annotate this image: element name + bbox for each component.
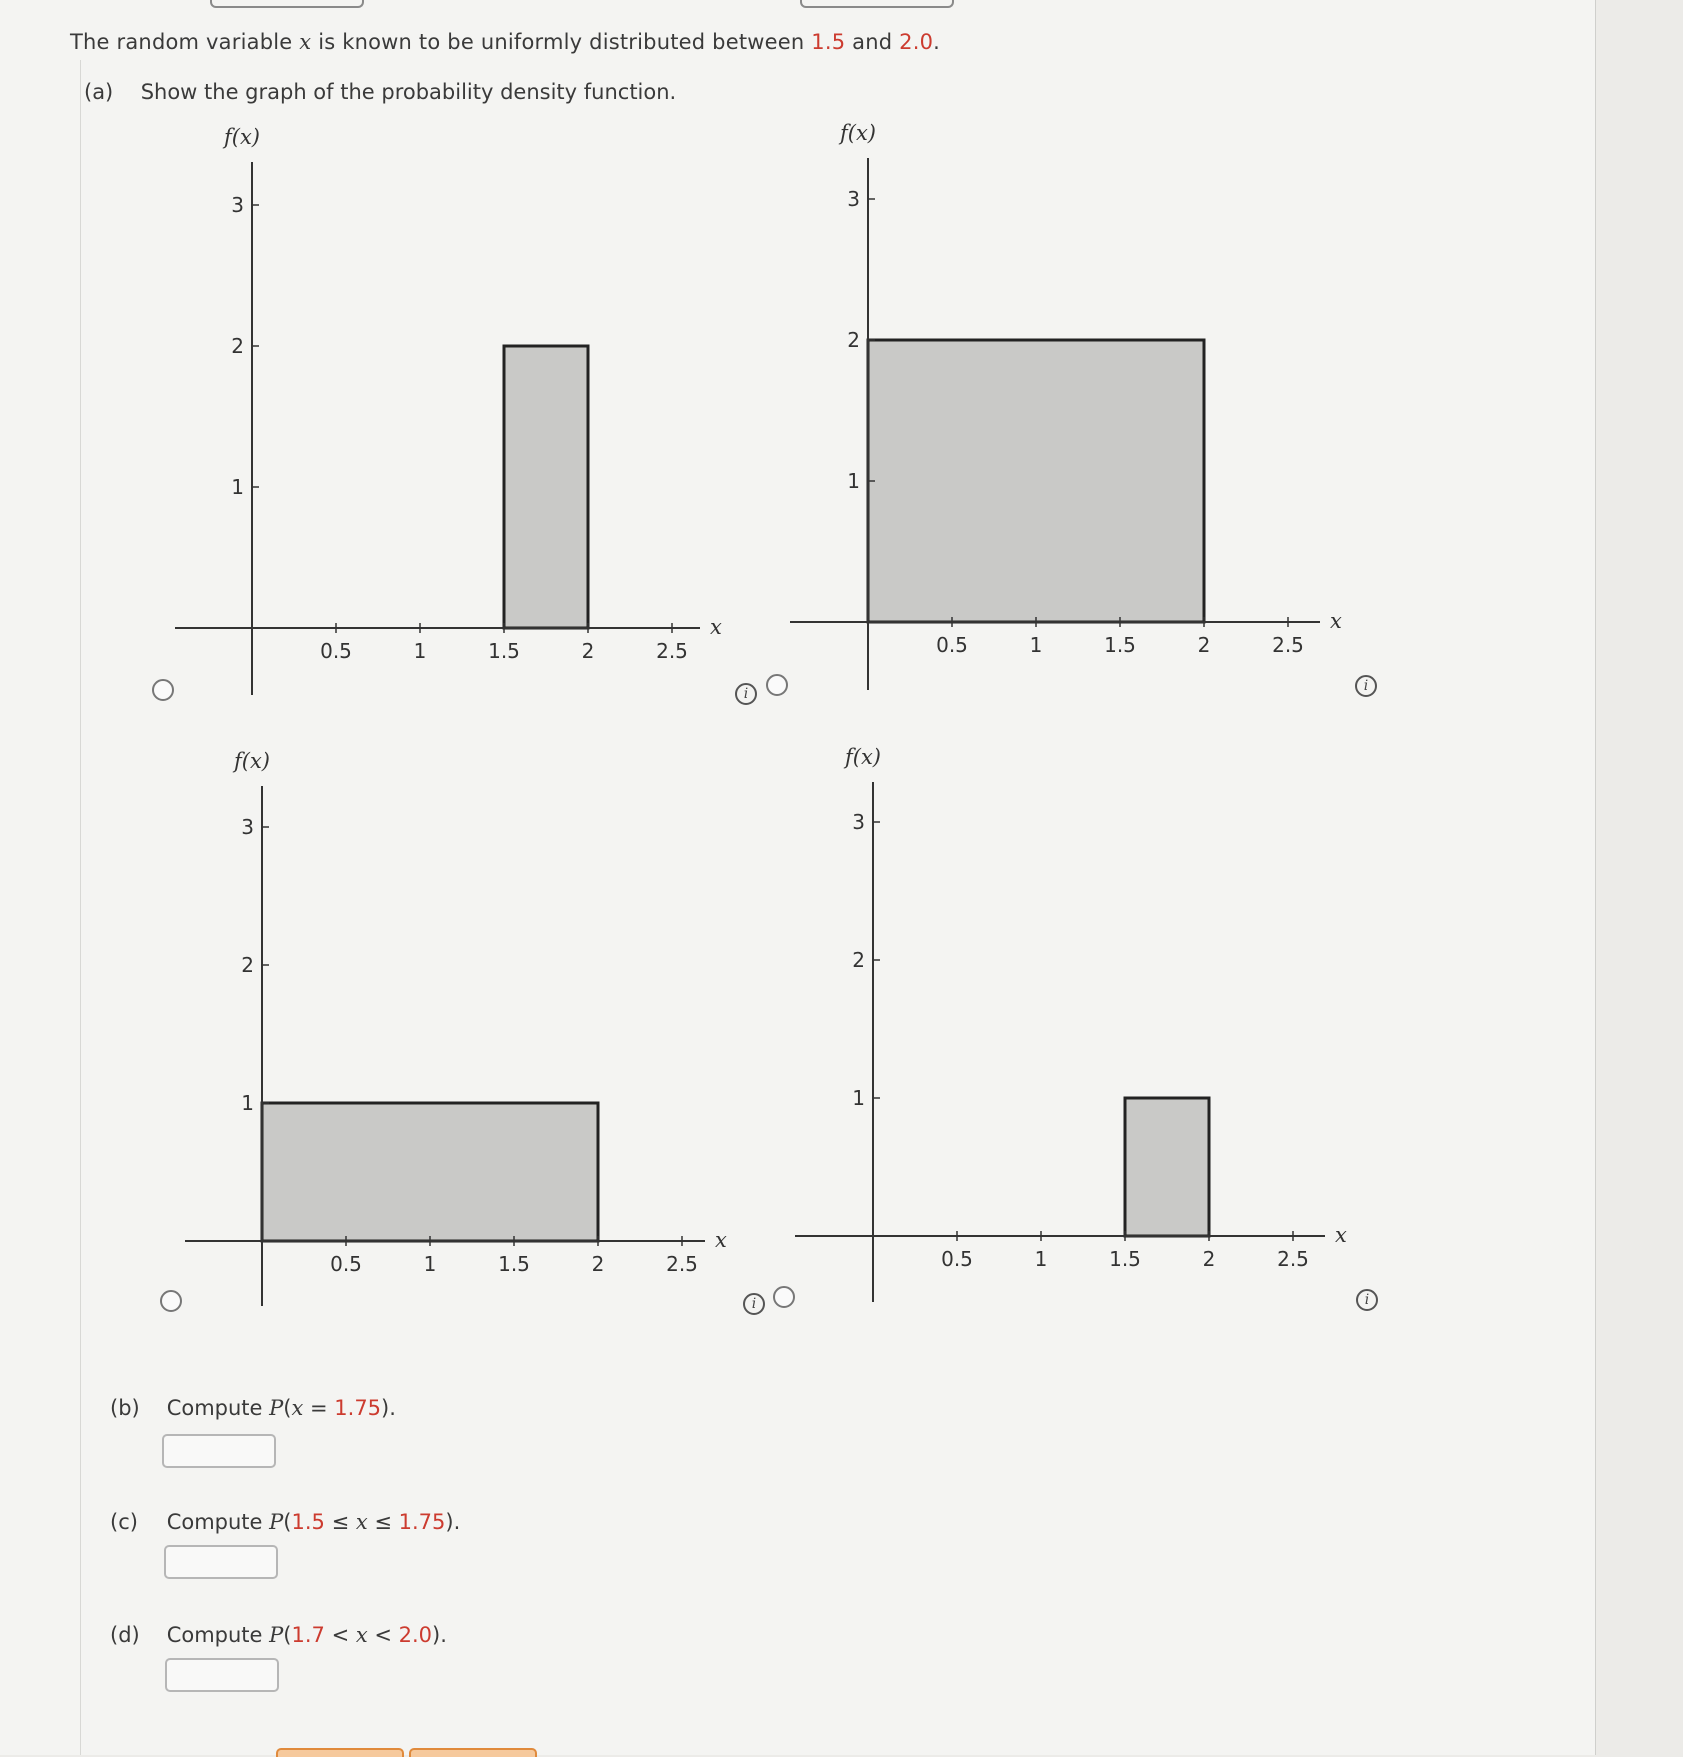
paren: ( <box>283 1396 292 1420</box>
option-radio-3[interactable] <box>160 1290 182 1312</box>
x-axis-label: x <box>710 615 722 639</box>
part-d-prefix: Compute <box>166 1623 263 1647</box>
var: x <box>291 1396 304 1420</box>
pdf-bar <box>504 346 588 628</box>
part-d-high: 2.0 <box>398 1623 433 1647</box>
prob-symbol: P <box>269 1623 284 1647</box>
stem-conj: and <box>852 30 893 54</box>
x-tick-label: 0.5 <box>936 633 968 657</box>
y-tick-label: 1 <box>231 475 244 499</box>
x-tick-label: 1.5 <box>498 1252 530 1276</box>
y-tick-label: 1 <box>241 1091 254 1115</box>
x-tick-label: 2.5 <box>656 639 688 663</box>
y-tick-label: 2 <box>852 948 865 972</box>
y-tick-label: 3 <box>847 187 860 211</box>
info-icon[interactable]: i <box>743 1293 765 1315</box>
part-c-low: 1.5 <box>291 1510 325 1534</box>
x-tick-label: 1 <box>413 639 427 663</box>
x-tick-label: 2 <box>591 1252 605 1276</box>
x-axis-label: x <box>1335 1223 1347 1247</box>
submit-button[interactable] <box>276 1748 404 1757</box>
x-axis-label: x <box>715 1228 727 1252</box>
option-radio-2[interactable] <box>766 674 788 696</box>
op: = <box>303 1396 335 1420</box>
x-tick-label: 1 <box>1029 633 1043 657</box>
paren: ( <box>283 1623 292 1647</box>
y-tick-label: 3 <box>852 810 865 834</box>
info-icon[interactable]: i <box>735 683 757 705</box>
part-c-prefix: Compute <box>166 1510 263 1534</box>
save-button[interactable] <box>409 1748 537 1757</box>
pdf-bar <box>1125 1098 1209 1236</box>
y-axis-label: f(x) <box>845 745 882 769</box>
paren: ). <box>445 1510 461 1534</box>
op: < <box>367 1623 399 1647</box>
y-tick-label: 2 <box>231 334 244 358</box>
answer-c-input[interactable] <box>164 1545 278 1579</box>
part-c-label: (c) <box>110 1510 138 1534</box>
y-tick-label: 3 <box>241 815 254 839</box>
info-icon[interactable]: i <box>1356 1289 1378 1311</box>
part-d <box>110 1623 447 1647</box>
op: ≤ <box>367 1510 399 1534</box>
option-radio-1[interactable] <box>152 679 174 701</box>
option-radio-4[interactable] <box>773 1286 795 1308</box>
stem-high: 2.0 <box>899 30 934 54</box>
x-tick-label: 2.5 <box>1272 633 1304 657</box>
pdf-bar <box>868 340 1204 622</box>
part-c <box>110 1510 460 1534</box>
var: x <box>355 1510 368 1534</box>
info-icon[interactable]: i <box>1355 675 1377 697</box>
op: < <box>324 1623 356 1647</box>
y-tick-label: 3 <box>231 193 244 217</box>
part-d-label: (d) <box>110 1623 140 1647</box>
paren: ( <box>283 1510 292 1534</box>
x-tick-label: 0.5 <box>320 639 352 663</box>
y-axis-label: f(x) <box>224 125 261 149</box>
pdf-bar <box>262 1103 598 1241</box>
y-tick-label: 2 <box>241 953 254 977</box>
x-axis-label: x <box>1330 609 1342 633</box>
answer-b-input[interactable] <box>162 1434 276 1468</box>
y-axis-label: f(x) <box>234 749 271 773</box>
part-b-value: 1.75 <box>334 1396 382 1420</box>
prob-symbol: P <box>269 1510 284 1534</box>
x-tick-label: 1 <box>1034 1247 1048 1271</box>
x-tick-label: 1.5 <box>1104 633 1136 657</box>
part-d-low: 1.7 <box>291 1623 325 1647</box>
paren: ). <box>381 1396 396 1420</box>
part-b-label: (b) <box>110 1396 140 1420</box>
part-a-label: (a) <box>84 80 114 104</box>
part-a-text: Show the graph of the probability density function. <box>140 80 677 104</box>
x-tick-label: 0.5 <box>330 1252 362 1276</box>
y-tick-label: 1 <box>852 1086 865 1110</box>
x-tick-label: 1.5 <box>488 639 520 663</box>
x-tick-label: 2.5 <box>1277 1247 1309 1271</box>
x-tick-label: 2 <box>1202 1247 1216 1271</box>
stem-variable: x <box>299 30 312 54</box>
answer-d-input[interactable] <box>165 1658 279 1692</box>
part-b-prefix: Compute <box>166 1396 263 1420</box>
x-tick-label: 0.5 <box>941 1247 973 1271</box>
x-tick-label: 1 <box>423 1252 437 1276</box>
x-tick-label: 2 <box>1197 633 1211 657</box>
stem-end: . <box>933 30 941 54</box>
paren: ). <box>432 1623 447 1647</box>
stem-low: 1.5 <box>811 30 846 54</box>
y-tick-label: 1 <box>847 469 860 493</box>
var: x <box>355 1623 368 1647</box>
part-b <box>110 1396 396 1420</box>
stem-middle: is known to be uniformly distributed between <box>318 30 805 54</box>
x-tick-label: 1.5 <box>1109 1247 1141 1271</box>
x-tick-label: 2.5 <box>666 1252 698 1276</box>
x-tick-label: 2 <box>581 639 595 663</box>
op: ≤ <box>324 1510 356 1534</box>
stem-prefix: The random variable <box>70 30 293 54</box>
y-axis-label: f(x) <box>840 121 877 145</box>
prob-symbol: P <box>269 1396 284 1420</box>
y-tick-label: 2 <box>847 328 860 352</box>
part-c-high: 1.75 <box>398 1510 446 1534</box>
